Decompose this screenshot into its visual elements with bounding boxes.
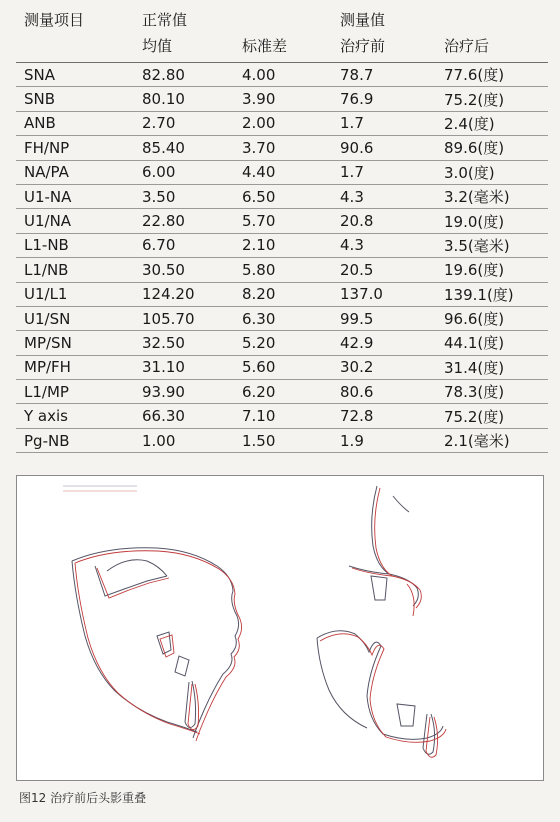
cell-before: 30.2 bbox=[332, 355, 436, 379]
tracing-svg bbox=[17, 476, 543, 780]
cell-mean: 22.80 bbox=[134, 209, 234, 233]
cell-sd: 4.00 bbox=[234, 63, 332, 87]
cell-before: 78.7 bbox=[332, 63, 436, 87]
cell-sd: 3.90 bbox=[234, 87, 332, 111]
cell-item: U1/L1 bbox=[16, 282, 134, 306]
cell-before: 80.6 bbox=[332, 380, 436, 404]
cell-before: 76.9 bbox=[332, 87, 436, 111]
table-row bbox=[16, 428, 548, 452]
table-row bbox=[16, 63, 548, 87]
cell-item: L1-NB bbox=[16, 233, 134, 257]
cell-after: 19.0(度) bbox=[436, 209, 548, 233]
profile-tracing-before bbox=[72, 548, 239, 738]
cell-before: 99.5 bbox=[332, 306, 436, 330]
cell-mean: 6.70 bbox=[134, 233, 234, 257]
table-body bbox=[16, 63, 548, 453]
cell-sd: 7.10 bbox=[234, 404, 332, 428]
table-row bbox=[16, 380, 548, 404]
cell-sd: 2.00 bbox=[234, 111, 332, 135]
cell-after: 77.6(度) bbox=[436, 63, 548, 87]
cell-after: 3.2(毫米) bbox=[436, 184, 548, 208]
header-before: 治疗前 bbox=[332, 34, 436, 63]
table-row bbox=[16, 136, 548, 160]
cell-sd: 1.50 bbox=[234, 428, 332, 452]
table-header-row-2 bbox=[16, 34, 548, 63]
cell-before: 4.3 bbox=[332, 233, 436, 257]
table-row bbox=[16, 87, 548, 111]
cell-item: U1-NA bbox=[16, 184, 134, 208]
cell-before: 42.9 bbox=[332, 331, 436, 355]
cell-after: 89.6(度) bbox=[436, 136, 548, 160]
cell-sd: 5.80 bbox=[234, 258, 332, 282]
table-row bbox=[16, 184, 548, 208]
cell-before: 20.5 bbox=[332, 258, 436, 282]
cell-mean: 32.50 bbox=[134, 331, 234, 355]
cell-after: 75.2(度) bbox=[436, 404, 548, 428]
maxilla-tracing-before bbox=[349, 486, 418, 606]
cell-item: MP/FH bbox=[16, 355, 134, 379]
mandible-tracing-before bbox=[317, 631, 443, 754]
cell-after: 44.1(度) bbox=[436, 331, 548, 355]
cell-after: 3.0(度) bbox=[436, 160, 548, 184]
cell-item: U1/SN bbox=[16, 306, 134, 330]
cell-item: L1/MP bbox=[16, 380, 134, 404]
cell-mean: 85.40 bbox=[134, 136, 234, 160]
header-sd: 标准差 bbox=[234, 34, 332, 63]
table-row bbox=[16, 331, 548, 355]
cell-item: U1/NA bbox=[16, 209, 134, 233]
cell-item: SNA bbox=[16, 63, 134, 87]
cell-item: L1/NB bbox=[16, 258, 134, 282]
cell-sd: 5.20 bbox=[234, 331, 332, 355]
cell-mean: 30.50 bbox=[134, 258, 234, 282]
cell-sd: 5.70 bbox=[234, 209, 332, 233]
cell-after: 139.1(度) bbox=[436, 282, 548, 306]
cephalometric-superimposition-figure bbox=[16, 475, 544, 781]
cell-before: 1.7 bbox=[332, 111, 436, 135]
cell-mean: 93.90 bbox=[134, 380, 234, 404]
cell-before: 72.8 bbox=[332, 404, 436, 428]
measurement-table-container bbox=[16, 0, 548, 453]
cell-after: 2.1(毫米) bbox=[436, 428, 548, 452]
table-row bbox=[16, 355, 548, 379]
table-row bbox=[16, 258, 548, 282]
cell-item: MP/SN bbox=[16, 331, 134, 355]
table-row bbox=[16, 404, 548, 428]
cell-mean: 2.70 bbox=[134, 111, 234, 135]
cell-mean: 105.70 bbox=[134, 306, 234, 330]
table-row bbox=[16, 233, 548, 257]
header-mean: 均值 bbox=[134, 34, 234, 63]
header-item: 测量项目 bbox=[24, 10, 85, 29]
cell-after: 75.2(度) bbox=[436, 87, 548, 111]
header-normal-values: 正常值 bbox=[142, 10, 188, 29]
cell-sd: 4.40 bbox=[234, 160, 332, 184]
table-header-row-1 bbox=[16, 0, 548, 34]
cell-sd: 6.50 bbox=[234, 184, 332, 208]
cell-sd: 2.10 bbox=[234, 233, 332, 257]
cell-item: Pg-NB bbox=[16, 428, 134, 452]
profile-tracing-after bbox=[75, 551, 242, 741]
cell-after: 96.6(度) bbox=[436, 306, 548, 330]
cell-mean: 66.30 bbox=[134, 404, 234, 428]
small-legend-lines bbox=[63, 486, 137, 491]
cell-before: 137.0 bbox=[332, 282, 436, 306]
table-row bbox=[16, 306, 548, 330]
cell-sd: 6.20 bbox=[234, 380, 332, 404]
cell-mean: 1.00 bbox=[134, 428, 234, 452]
cell-after: 3.5(毫米) bbox=[436, 233, 548, 257]
cell-sd: 8.20 bbox=[234, 282, 332, 306]
measurement-table bbox=[16, 0, 548, 453]
cell-before: 1.9 bbox=[332, 428, 436, 452]
table-row bbox=[16, 282, 548, 306]
cell-sd: 6.30 bbox=[234, 306, 332, 330]
mandible-tracing-after bbox=[320, 634, 446, 757]
cell-item: SNB bbox=[16, 87, 134, 111]
cell-mean: 80.10 bbox=[134, 87, 234, 111]
cell-mean: 3.50 bbox=[134, 184, 234, 208]
cell-after: 31.4(度) bbox=[436, 355, 548, 379]
header-empty bbox=[16, 34, 134, 63]
cell-item: FH/NP bbox=[16, 136, 134, 160]
header-after: 治疗后 bbox=[436, 34, 548, 63]
table-row bbox=[16, 209, 548, 233]
cell-mean: 6.00 bbox=[134, 160, 234, 184]
cell-mean: 31.10 bbox=[134, 355, 234, 379]
cell-before: 20.8 bbox=[332, 209, 436, 233]
maxilla-tracing-after bbox=[352, 488, 421, 616]
cell-after: 78.3(度) bbox=[436, 380, 548, 404]
cell-mean: 82.80 bbox=[134, 63, 234, 87]
table-row bbox=[16, 111, 548, 135]
cell-mean: 124.20 bbox=[134, 282, 234, 306]
cell-sd: 3.70 bbox=[234, 136, 332, 160]
cell-after: 2.4(度) bbox=[436, 111, 548, 135]
cell-after: 19.6(度) bbox=[436, 258, 548, 282]
cell-item: NA/PA bbox=[16, 160, 134, 184]
cell-item: ANB bbox=[16, 111, 134, 135]
cell-before: 1.7 bbox=[332, 160, 436, 184]
cell-item: Y axis bbox=[16, 404, 134, 428]
table-row bbox=[16, 160, 548, 184]
header-measured-values: 测量值 bbox=[340, 10, 386, 29]
cell-before: 4.3 bbox=[332, 184, 436, 208]
cell-sd: 5.60 bbox=[234, 355, 332, 379]
cell-before: 90.6 bbox=[332, 136, 436, 160]
figure-caption: 图12 治疗前后头影重叠 bbox=[19, 791, 147, 805]
